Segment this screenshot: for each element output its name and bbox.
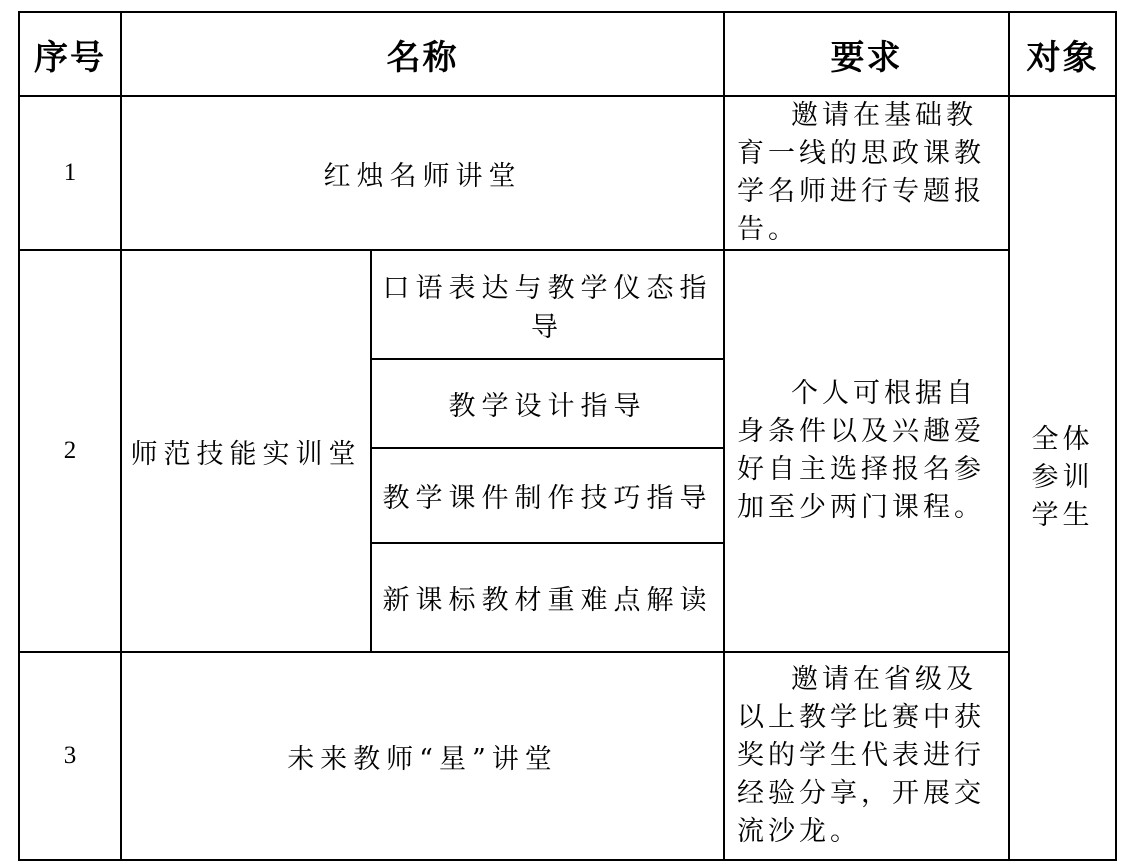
sub-item: 教学设计指导 <box>371 359 724 448</box>
table-row <box>19 652 1116 860</box>
activity-name: 红烛名师讲堂 <box>121 96 724 250</box>
header-target: 对象 <box>1009 12 1116 96</box>
header-row <box>19 12 1116 96</box>
header-requirement: 要求 <box>724 12 1009 96</box>
activity-requirement: 邀请在基础教育一线的思政课教学名师进行专题报告。 <box>724 96 1009 250</box>
sub-item: 新课标教材重难点解读 <box>371 543 724 652</box>
table-row <box>19 96 1116 250</box>
activity-name: 未来教师“星”讲堂 <box>121 652 724 860</box>
header-name: 名称 <box>121 12 724 96</box>
row-number: 3 <box>19 652 121 860</box>
target-line: 全体 <box>1031 424 1094 455</box>
activity-requirement: 个人可根据自身条件以及兴趣爱好自主选择报名参加至少两门课程。 <box>724 250 1009 652</box>
row-number: 2 <box>19 250 121 652</box>
row-number: 1 <box>19 96 121 250</box>
target-line: 学生 <box>1031 500 1094 531</box>
table-row <box>19 250 1116 359</box>
activity-requirement: 邀请在省级及以上教学比赛中获奖的学生代表进行经验分享，开展交流沙龙。 <box>724 652 1009 860</box>
header-no: 序号 <box>19 12 121 96</box>
target-cell <box>1009 96 1116 860</box>
activity-table <box>18 11 1117 861</box>
target-line: 参训 <box>1031 462 1094 493</box>
activity-name: 师范技能实训堂 <box>121 250 371 652</box>
sub-item: 教学课件制作技巧指导 <box>371 448 724 543</box>
sub-item: 口语表达与教学仪态指导 <box>371 250 724 359</box>
